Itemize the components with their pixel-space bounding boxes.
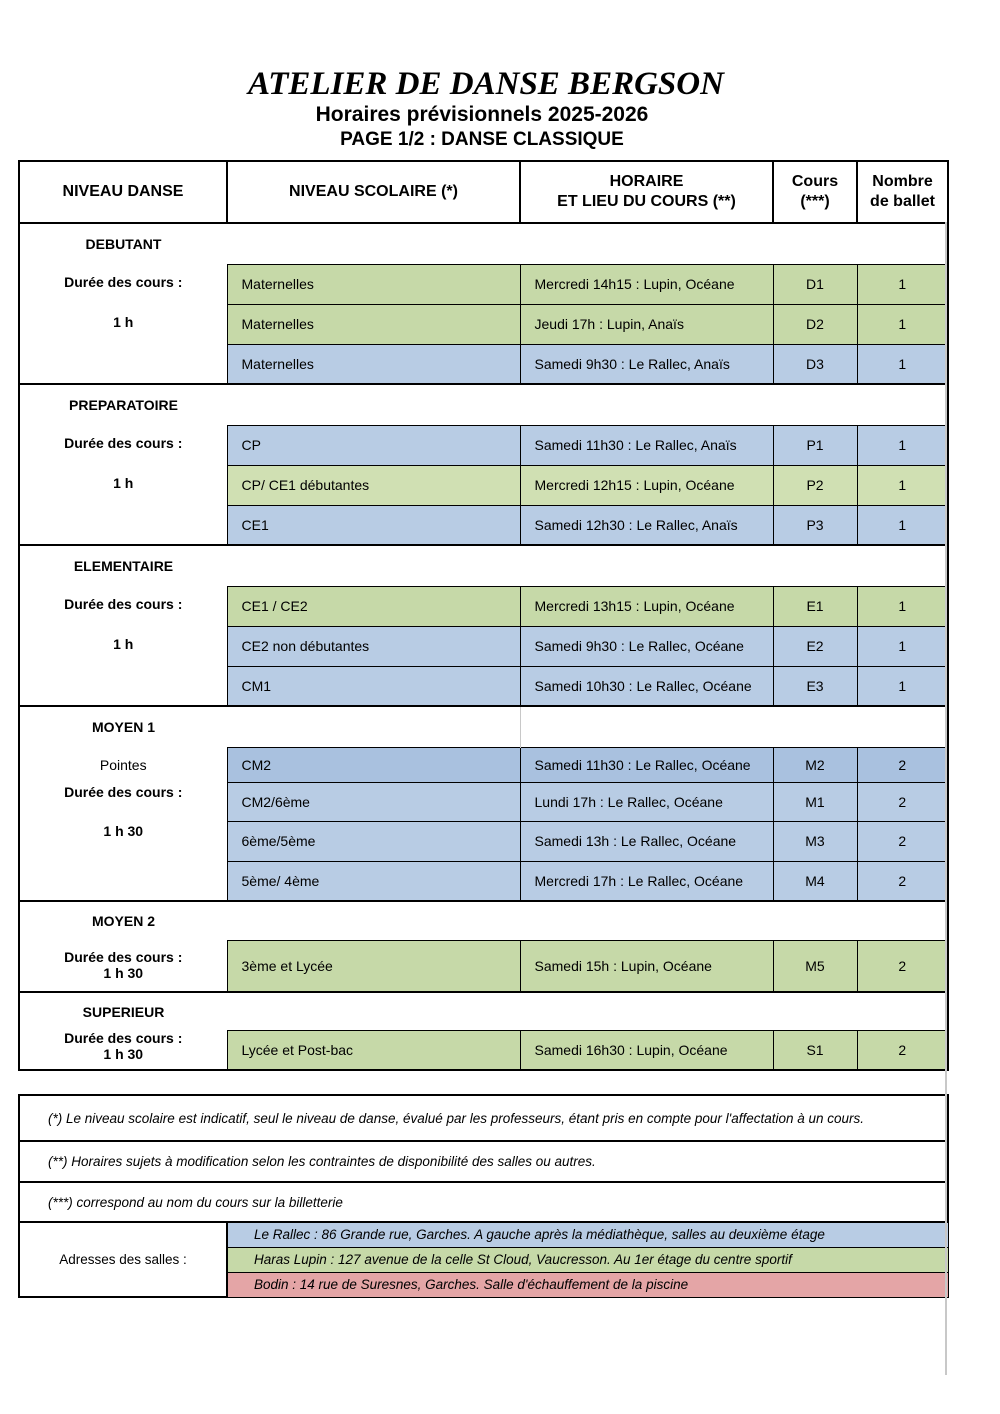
school-level-cell: Maternelles xyxy=(227,264,520,304)
school-level-cell: CM2/6ème xyxy=(227,782,520,821)
school-level-cell: CP xyxy=(227,425,520,465)
level-title-spacer xyxy=(227,901,948,940)
schedule-cell: Samedi 16h30 : Lupin, Océane xyxy=(520,1030,773,1070)
schedule-cell: Lundi 17h : Le Rallec, Océane xyxy=(520,782,773,821)
course-row xyxy=(19,747,948,782)
note-horaires: (**) Horaires sujets à modification selon les contraintes de disponibilité des salles ou autres. xyxy=(19,1141,948,1182)
level-info-moyen-2 xyxy=(19,940,227,992)
note-niveau-scolaire: (*) Le niveau scolaire est indicatif, seul le niveau de danse, évalué par les professeurs, étant pris en compte pour l'affectation à un cours. xyxy=(19,1095,948,1141)
ballet-count-cell: 1 xyxy=(857,465,948,505)
course-code-cell: S1 xyxy=(773,1030,857,1070)
duration-value: 1 h xyxy=(113,636,134,652)
duration-label: Durée des cours : xyxy=(64,784,183,800)
level-title-spacer xyxy=(227,545,948,586)
level-name-superieur: SUPERIEUR xyxy=(19,992,227,1030)
header-row xyxy=(19,161,948,223)
ballet-count-cell: 1 xyxy=(857,666,948,706)
schedule-cell: Samedi 11h30 : Le Rallec, Océane xyxy=(520,747,773,782)
school-level-cell: CE1 / CE2 xyxy=(227,586,520,626)
ballet-count-cell: 1 xyxy=(857,304,948,344)
course-code-cell: D1 xyxy=(773,264,857,304)
schedule-cell: Jeudi 17h : Lupin, Anaïs xyxy=(520,304,773,344)
schedule-cell: Samedi 9h30 : Le Rallec, Anaïs xyxy=(520,344,773,384)
level-title-row xyxy=(19,545,948,586)
level-name-moyen-1: MOYEN 1 xyxy=(19,706,227,747)
level-name-elementaire: ELEMENTAIRE xyxy=(19,545,227,586)
school-level-cell: CP/ CE1 débutantes xyxy=(227,465,520,505)
level-name-preparatoire: PREPARATOIRE xyxy=(19,384,227,425)
col-header-niveau-scolaire: NIVEAU SCOLAIRE (*) xyxy=(227,161,520,223)
course-row xyxy=(19,264,948,304)
col-header-horaire: HORAIRE ET LIEU DU COURS (**) xyxy=(520,161,773,223)
level-info-debutant xyxy=(19,264,227,384)
duration-label: Durée des cours : xyxy=(64,949,183,965)
ballet-count-cell: 1 xyxy=(857,425,948,465)
level-title-spacer xyxy=(520,706,948,747)
school-level-cell: Maternelles xyxy=(227,304,520,344)
duration-label: Durée des cours : xyxy=(64,274,183,290)
schedule-table xyxy=(18,160,949,1071)
col-header-niveau-danse: NIVEAU DANSE xyxy=(19,161,227,223)
schedule-cell: Mercredi 17h : Le Rallec, Océane xyxy=(520,861,773,901)
school-level-cell: CE1 xyxy=(227,505,520,545)
schedule-cell: Mercredi 13h15 : Lupin, Océane xyxy=(520,586,773,626)
ballet-count-cell: 1 xyxy=(857,586,948,626)
schedule-cell: Samedi 15h : Lupin, Océane xyxy=(520,940,773,992)
course-code-cell: E3 xyxy=(773,666,857,706)
ballet-count-cell: 2 xyxy=(857,747,948,782)
document-subtitle: Horaires prévisionnels 2025-2026 xyxy=(315,103,649,126)
school-level-cell: 6ème/5ème xyxy=(227,821,520,861)
course-code-cell: E2 xyxy=(773,626,857,666)
level-info-elementaire xyxy=(19,586,227,706)
level-title-spacer xyxy=(227,706,520,747)
level-title-row xyxy=(19,706,948,747)
course-code-cell: M3 xyxy=(773,821,857,861)
duration-label: Durée des cours : xyxy=(64,1030,183,1046)
ballet-count-cell: 2 xyxy=(857,1030,948,1070)
course-code-cell: D3 xyxy=(773,344,857,384)
level-info-superieur xyxy=(19,1030,227,1070)
schedule-cell: Samedi 9h30 : Le Rallec, Océane xyxy=(520,626,773,666)
course-code-cell: P3 xyxy=(773,505,857,545)
duration-value: 1 h 30 xyxy=(103,965,144,981)
course-code-cell: P1 xyxy=(773,425,857,465)
course-code-cell: P2 xyxy=(773,465,857,505)
address-haras-lupin: Haras Lupin : 127 avenue de la celle St Cloud, Vaucresson. Au 1er étage du centre sportif xyxy=(227,1247,948,1272)
address-le-rallec: Le Rallec : 86 Grande rue, Garches. A gauche après la médiathèque, salles au deuxième étage xyxy=(227,1222,948,1247)
course-code-cell: M2 xyxy=(773,747,857,782)
notes-table xyxy=(18,1094,949,1298)
duration-label: Durée des cours : xyxy=(64,435,183,451)
level-title-spacer xyxy=(227,384,948,425)
course-code-cell: D2 xyxy=(773,304,857,344)
ballet-count-cell: 1 xyxy=(857,505,948,545)
col-header-cours: Cours (***) xyxy=(773,161,857,223)
schedule-cell: Samedi 12h30 : Le Rallec, Anaïs xyxy=(520,505,773,545)
duration-label: Durée des cours : xyxy=(64,596,183,612)
course-row xyxy=(19,940,948,992)
course-row xyxy=(19,1030,948,1070)
level-title-row xyxy=(19,223,948,264)
level-info-preparatoire xyxy=(19,425,227,545)
duration-value: 1 h 30 xyxy=(103,823,144,839)
level-info-moyen-1 xyxy=(19,747,227,901)
level-title-row xyxy=(19,992,948,1030)
ballet-count-cell: 2 xyxy=(857,861,948,901)
level-name-debutant: DEBUTANT xyxy=(19,223,227,264)
school-level-cell: Maternelles xyxy=(227,344,520,384)
duration-value: 1 h xyxy=(113,475,134,491)
ballet-count-cell: 1 xyxy=(857,626,948,666)
school-level-cell: 5ème/ 4ème xyxy=(227,861,520,901)
address-label: Adresses des salles : xyxy=(19,1222,227,1297)
address-bodin: Bodin : 14 rue de Suresnes, Garches. Salle d'échauffement de la piscine xyxy=(227,1272,948,1297)
course-code-cell: M4 xyxy=(773,861,857,901)
school-level-cell: CE2 non débutantes xyxy=(227,626,520,666)
level-name-moyen-2: MOYEN 2 xyxy=(19,901,227,940)
level-title-spacer xyxy=(227,992,948,1030)
school-level-cell: 3ème et Lycée xyxy=(227,940,520,992)
duration-value: 1 h 30 xyxy=(103,1046,144,1062)
schedule-cell: Mercredi 14h15 : Lupin, Océane xyxy=(520,264,773,304)
level-title-row xyxy=(19,384,948,425)
course-code-cell: E1 xyxy=(773,586,857,626)
ballet-count-cell: 2 xyxy=(857,821,948,861)
ballet-count-cell: 1 xyxy=(857,264,948,304)
school-level-cell: Lycée et Post-bac xyxy=(227,1030,520,1070)
level-title-spacer xyxy=(227,223,948,264)
document-title: ATELIER DE DANSE BERGSON xyxy=(248,66,724,102)
level-title-row xyxy=(19,901,948,940)
schedule-cell: Mercredi 12h15 : Lupin, Océane xyxy=(520,465,773,505)
page-indicator: PAGE 1/2 : DANSE CLASSIQUE xyxy=(340,129,624,150)
course-code-cell: M1 xyxy=(773,782,857,821)
course-code-cell: M5 xyxy=(773,940,857,992)
course-row xyxy=(19,425,948,465)
ballet-count-cell: 2 xyxy=(857,940,948,992)
ballet-count-cell: 1 xyxy=(857,344,948,384)
level-pointes-label: Pointes xyxy=(99,757,147,773)
schedule-cell: Samedi 10h30 : Le Rallec, Océane xyxy=(520,666,773,706)
duration-value: 1 h xyxy=(113,314,134,330)
schedule-cell: Samedi 11h30 : Le Rallec, Anaïs xyxy=(520,425,773,465)
course-row xyxy=(19,586,948,626)
schedule-cell: Samedi 13h : Le Rallec, Océane xyxy=(520,821,773,861)
school-level-cell: CM1 xyxy=(227,666,520,706)
school-level-cell: CM2 xyxy=(227,747,520,782)
note-cours: (***) correspond au nom du cours sur la billetterie xyxy=(19,1182,948,1222)
ballet-count-cell: 2 xyxy=(857,782,948,821)
page-edge-line xyxy=(945,222,947,1375)
col-header-ballet: Nombre de ballet xyxy=(857,161,948,223)
